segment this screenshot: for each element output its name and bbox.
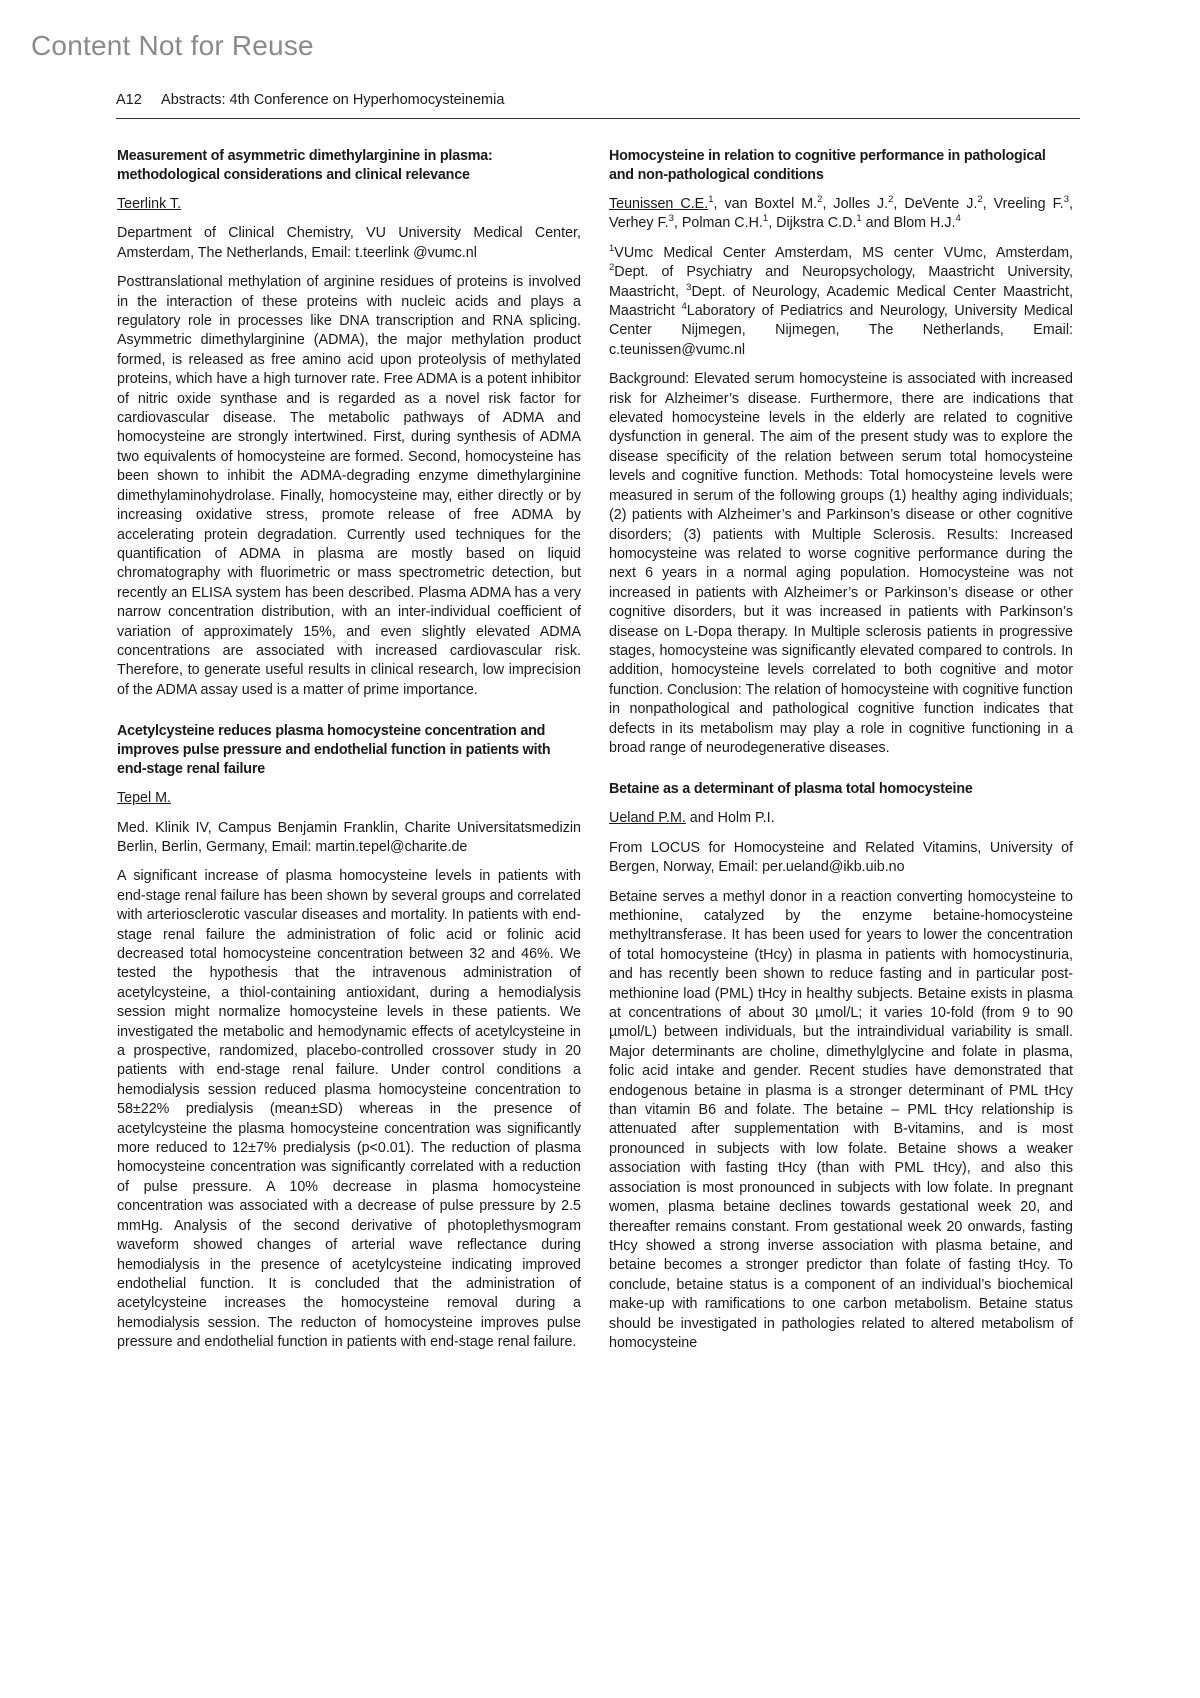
affiliation-superscript: 1	[609, 243, 615, 255]
author-superscript: 2	[888, 194, 894, 206]
author-line	[609, 809, 1073, 828]
abstract-title: Acetylcysteine reduces plasma homocysteine concentration and improves pulse pressure and endothelial function in patients with end-stage renal failure	[117, 723, 551, 778]
presenting-author: Teunissen C.E.	[609, 196, 709, 212]
abstract-body: Posttranslational methylation of arginine residues of proteins is involved in the interaction of these proteins with nucleic acids and plays a regulatory role in processes like DNA transcription and RNA splicing. Asymmetric dimethylarginine (ADMA), the major methylation product formed, is released as free amino acid upon proteolysis of methylated proteins, which have a high turnover rate. Free ADMA is a potent inhibitor of nitric oxide synthase and is regarded as a novel risk factor for cardiovascular disease. The metabolic pathways of ADMA and homocysteine are strongly intertwined. First, during synthesis of ADMA two equivalents of homocysteine are formed. Second, homocysteine has been shown to inhibit the ADMA-degrading enzyme dimethylarginine dimethylaminohydrolase. Finally, homocysteine may, either directly or by increasing oxidative stress, promote release of free ADMA by accelerating protein degradation. Currently used techniques for the quantification of ADMA in plasma are mostly based on liquid chromatography with fluorimetric or mass spectrometric detection, but recently an ELISA system has been described. Plasma ADMA has a very narrow concentration distribution, with an inter-individual coefficient of variation of approximately 15%, and even slightly elevated ADMA concentrations are associated with increased cardiovascular risk. Therefore, to generate useful results in clinical research, low imprecision of the ADMA assay used is a matter of prime importance.	[117, 274, 581, 698]
affiliation: Med. Klinik IV, Campus Benjamin Franklin, Charite Universitatsmedizin Berlin, Berlin, Germany, Email: martin.tepel@charite.de	[117, 819, 581, 855]
author-separator: ,	[822, 196, 834, 212]
affiliation: From LOCUS for Homocysteine and Related Vitamins, University of Bergen, Norway, Email: per.ueland@ikb.uib.no	[609, 839, 1073, 876]
abstract-body: Background: Elevated serum homocysteine is associated with increased risk for Alzheimer’s disease. Furthermore, there are indications that elevated homocysteine levels in the elderly are related to cognitive dysfunction in general. The aim of the present study was to explore the disease specificity of the relation between serum total homocysteine levels and cognitive function. Methods: Total homocysteine levels were measured in serum of the following groups (1) healthy aging individuals; (2) patients with Alzheimer’s and Parkinson’s disease or other cognitive disorders; (3) patients with Multiple Sclerosis. Results: Increased homocysteine was related to worse cognitive performance during the next 6 years in a normal aging population. Homocysteine was not increased in patients with Alzheimer’s or Parkinson’s disease or other cognitive disorders, but it was increased in patients with Parkinson’s disease on L-Dopa therapy. In Multiple sclerosis patients in progressive stages, homocysteine was significantly elevated compared to controls. In addition, homocysteine levels correlated to both cognitive and motor function. Conclusion: The relation of homocysteine with cognitive function in nonpathological and pathological cognitive function indicates that defects in its metabolism may play a role in cognitive functioning in a broad range of neurodegenerative diseases.	[609, 371, 1073, 756]
presenting-author: Ueland P.M.	[609, 810, 686, 827]
author-separator: ,	[893, 196, 905, 212]
author-superscript: 3	[668, 213, 674, 225]
author-name: Vreeling F.	[993, 196, 1064, 212]
affiliation-text: Dept. of Psychiatry and Neuropsychology, Maastricht University, Maastricht,	[609, 264, 1073, 300]
abstract-title: Homocysteine in relation to cognitive performance in pathological and non-pathological conditions	[609, 148, 1046, 183]
author-separator: and	[861, 215, 894, 232]
author-name: Blom H.J.	[893, 215, 956, 232]
author-superscript: 1	[856, 213, 862, 225]
author-name: Dijkstra C.D.	[776, 215, 857, 232]
author-separator: ,	[713, 196, 725, 212]
affiliation-text: VUmc Medical Center Amsterdam, MS center VUmc, Amsterdam,	[614, 244, 1073, 261]
affiliation-text: Dept. of Neurology, Academic Medical Center Maastricht, Maastricht	[609, 283, 1074, 320]
abstract-title: Betaine as a determinant of plasma total homocysteine	[609, 781, 973, 798]
abstract-body: A significant increase of plasma homocysteine levels in patients with end-stage renal failure has been shown by several groups and correlated with arteriosclerotic vascular diseases and mortality. In patients with end-stage renal failure the administration of folic acid or folinic acid decreased total homocysteine concentration between 32 and 46%. We tested the hypothesis that the intravenous administration of acetylcysteine, a thiol-containing antioxidant, during a hemodialysis session might normalize homocysteine levels in these patients. We investigated the metabolic and hemodynamic effects of acetylcysteine in a prospective, randomized, placebo-controlled crossover study in 20 patients with end-stage renal failure. Under control conditions a hemodialysis session reduced plasma homocysteine concentration to 58±22% predialysis (mean±SD) whereas in the presence of acetylcysteine the plasma homocysteine concentration was significantly more reduced to 12±7% predialysis (p<0.01). The reduction of plasma homocysteine concentration was significantly correlated with a reduction of pulse pressure. A 10% decrease in plasma homocysteine concentration was associated with a decrease of pulse pressure by 2.5 mmHg. Analysis of the second derivative of photoplethysmogram waveform showed changes of arterial wave reflectance during hemodialysis in the presence of acetylcysteine indicating improved endothelial function. It is concluded that the administration of acetylcysteine increases the homocysteine removal during a hemodialysis session. The reducton of homocysteine improves pulse pressure and endothelial function in patients with end-stage renal failure.	[117, 868, 581, 1351]
other-authors: and Holm P.I.	[685, 810, 775, 827]
author-line	[117, 195, 581, 214]
affiliation	[609, 244, 1073, 360]
page-number: A12	[116, 92, 142, 108]
affiliation-superscript: 3	[686, 281, 692, 293]
abstract-adma	[117, 147, 581, 700]
author-superscript: 2	[977, 194, 983, 206]
abstract-title: Measurement of asymmetric dimethylarginine in plasma: methodological considerations and clinical relevance	[117, 148, 493, 183]
author-name: Jolles J.	[833, 196, 889, 212]
author-superscript: 4	[955, 213, 961, 225]
author-superscript: 1	[708, 194, 714, 206]
abstract-body: Betaine serves a methyl donor in a reaction converting homocysteine to methionine, catalyzed by the enzyme betaine-homocysteine methyltransferase. It has been used for years to lower the concentration of total homocysteine (tHcy) in plasma in patients with homocystinuria, and has recently been shown to reduce fasting and in particular post-methionine load (PML) tHcy in healthy subjects. Betaine exists in plasma at concentrations of about 30 µmol/L; it varies 10-fold (from 9 to 90 µmol/L) between individuals, but the intraindividual variability is small. Major determinants are choline, dimethylglycine and folate in plasma, folic acid intake and gender. Recent studies have demonstrated that endogenous betaine in plasma is a stronger determinant of PML tHcy than vitamin B6 and folate. The betaine – PML tHcy relationship is attenuated after supplementation with B-vitamins, and is most pronounced in subjects with low folate. Betaine shows a weaker association with fasting tHcy (than with PML tHcy), and also this association is most pronounced in subjects with low folate. In pregnant women, plasma betaine declines towards gestational week 20, and thereafter remains constant. From gestational week 20 onwards, fasting tHcy showed a strong inverse association with plasma betaine, and betaine becomes a stronger predictor than folate of fasting tHcy. To conclude, betaine status is a component of an individual’s biochemical make-up with ramifications to one carbon metabolism. Betaine status should be investigated in pathologies related to altered metabolism of homocysteine	[609, 888, 1073, 1351]
presenting-author: Teerlink T.	[117, 196, 182, 212]
affiliation-text: Laboratory of Pediatrics and Neurology, University Medical Center Nijmegen, Nijmegen, The Netherlands, Email: c.teunissen@vumc.nl	[609, 303, 1073, 358]
watermark: Content Not for Reuse	[31, 30, 314, 61]
affiliation-superscript: 4	[681, 301, 687, 313]
journal-title: Abstracts: 4th Conference on Hyperhomocysteinemia	[161, 92, 505, 108]
author-name: Polman C.H.	[681, 215, 763, 232]
abstract-acetylcysteine	[117, 722, 581, 1352]
author-separator: ,	[1069, 196, 1073, 212]
author-superscript: 1	[762, 213, 769, 225]
right-column	[609, 147, 1073, 1375]
author-separator: ,	[982, 196, 994, 212]
running-head	[116, 92, 1080, 108]
author-name: van Boxtel M.	[724, 196, 818, 212]
author-name: Verhey F.	[609, 215, 669, 232]
abstract-cognitive	[609, 147, 1073, 758]
header-rule	[116, 118, 1080, 119]
author-separator: ,	[768, 215, 777, 232]
author-superscript: 3	[1063, 194, 1069, 206]
affiliation-superscript: 2	[609, 262, 615, 274]
affiliation: Department of Clinical Chemistry, VU University Medical Center, Amsterdam, The Netherlands, Email: t.teerlink @vumc.nl	[117, 225, 581, 261]
author-superscript: 2	[817, 194, 823, 206]
author-line	[117, 789, 581, 808]
left-column	[117, 147, 581, 1375]
presenting-author: Tepel M.	[117, 790, 172, 807]
author-separator: ,	[673, 215, 682, 232]
author-name: DeVente J.	[904, 196, 978, 212]
abstract-betaine	[609, 780, 1073, 1353]
author-line	[609, 195, 1073, 234]
